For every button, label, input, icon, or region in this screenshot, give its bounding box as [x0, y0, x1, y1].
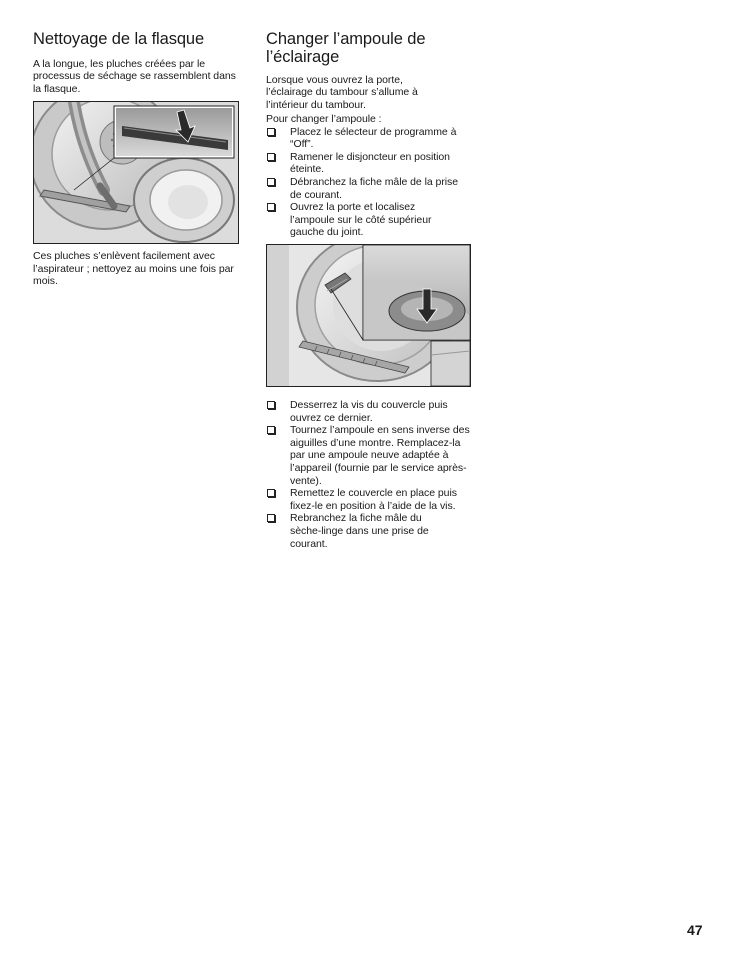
step-text: Débranchez la fiche mâle de la prise de courant.	[290, 176, 459, 201]
step-text: Tournez l’ampoule en sens inverse des aiguilles d’une montre. Remplacez-la par une ampoule neuve adaptée à l’appareil (fournie par le service après-vente).	[290, 424, 470, 487]
step-text: Remettez le couvercle en place puis fixez-le en position à l’aide de la vis.	[290, 487, 457, 512]
list-item	[266, 399, 472, 424]
checkbox-icon	[267, 426, 275, 434]
checkbox-icon	[267, 401, 275, 409]
section-title-lint-filter: Nettoyage de la flasque	[33, 30, 205, 48]
lint-filter-cleaning-note: Ces pluches s’enlèvent facilement avec l’aspirateur ; nettoyez au moins une fois par mois.	[33, 250, 234, 288]
steps-before-list	[266, 126, 472, 239]
section-title-light-bulb: Changer l’ampoule de l’éclairage	[266, 30, 426, 66]
list-item	[266, 512, 472, 550]
lint-filter-illustration	[33, 101, 239, 244]
step-text: Desserrez la vis du couvercle puis ouvrez ce dernier.	[290, 398, 448, 424]
checkbox-icon	[267, 128, 275, 136]
page-number: 47	[687, 922, 703, 938]
list-item	[266, 487, 472, 512]
step-text: Rebranchez la fiche mâle du sèche-linge dans une prise de courant.	[290, 512, 429, 550]
step-text: Ramener le disjoncteur en position éteinte.	[290, 150, 450, 176]
checkbox-icon	[267, 178, 275, 186]
light-bulb-section	[266, 30, 476, 550]
lint-filter-intro: A la longue, les pluches créées par le processus de séchage se rassemblent dans la flasque.	[33, 58, 236, 95]
checkbox-icon	[267, 203, 275, 211]
step-text: Ouvrez la porte et localisez l’ampoule sur le côté supérieur gauche du joint.	[290, 201, 432, 239]
list-item	[266, 176, 472, 201]
list-item	[266, 126, 472, 151]
list-item	[266, 201, 472, 239]
checkbox-icon	[267, 514, 275, 522]
checkbox-icon	[267, 153, 275, 161]
light-bulb-lead: Pour changer l’ampoule :	[266, 113, 382, 126]
light-bulb-intro: Lorsque vous ouvrez la porte, l’éclairage du tambour s’allume à l’intérieur du tambour.	[266, 74, 418, 111]
steps-after-list	[266, 399, 472, 550]
list-item	[266, 424, 472, 487]
light-bulb-illustration	[266, 244, 471, 387]
step-text: Placez le sélecteur de programme à “Off”.	[290, 125, 457, 151]
checkbox-icon	[267, 489, 275, 497]
lint-filter-section	[33, 30, 241, 287]
list-item	[266, 151, 472, 176]
